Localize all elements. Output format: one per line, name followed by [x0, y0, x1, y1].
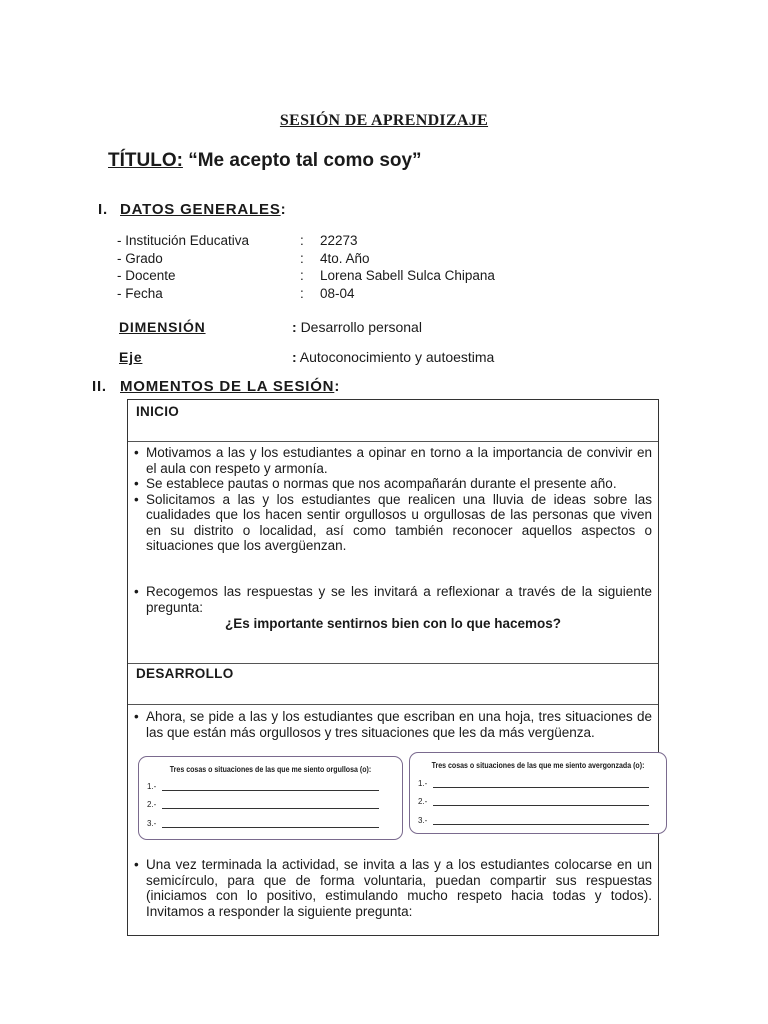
list-item: • Motivamos a las y los estudiantes a opinar en torno a la importancia de convivir en el aula con respeto y armonía.: [134, 445, 652, 476]
box-answer-line: 3.-: [147, 818, 379, 828]
inicio-bullet-list: [134, 445, 652, 554]
title-label: TÍTULO:: [108, 150, 183, 171]
reflection-question: ¿Es importante sentirnos bien con lo que hacemos?: [224, 616, 562, 631]
box-title: Tres cosas o situaciones de las que me siento orgullosa (o):: [169, 765, 372, 774]
section-number: I.: [98, 201, 108, 218]
session-moments-table: [127, 399, 659, 936]
divider: [128, 704, 658, 705]
box-answer-line: 2.-: [147, 799, 379, 809]
title-value: “Me acepto tal como soy”: [188, 150, 422, 171]
divider: [128, 441, 658, 442]
proud-things-box: [138, 756, 403, 840]
inicio-bullet-list-2: [134, 584, 652, 615]
section-label: MOMENTOS DE LA SESIÓN: [120, 378, 335, 395]
list-item: • Una vez terminada la actividad, se invita a las y a los estudiantes colocarse en un semicírculo, para que de forma voluntaria, puedan compartir sus respuestas (iniciamos con lo positivo, estimulando mucho respeto hacia todas y todos). Invitamos a responder la siguiente pregunta:: [134, 857, 652, 919]
box-title: Tres cosas o situaciones de las que me siento avergonzada (o):: [431, 761, 645, 770]
desarrollo-bullet-list: [134, 709, 652, 740]
box-answer-line: 3.-: [418, 815, 649, 825]
session-title: SESIÓN DE APRENDIZAJE: [279, 112, 489, 129]
dimension-row: DIMENSIÓN : Desarrollo personal: [119, 319, 422, 335]
divider: [128, 663, 658, 664]
desarrollo-heading: DESARROLLO: [136, 666, 234, 681]
info-row-teacher: - Docente : Lorena Sabell Sulca Chipana: [117, 268, 495, 283]
axis-row: Eje : Autoconocimiento y autoestima: [119, 349, 495, 365]
section-number: II.: [92, 378, 107, 395]
list-item: • Solicitamos a las y los estudiantes que realicen una lluvia de ideas sobre las cualidades que los hacen sentir orgullosos u orgullosas de las personas que viven en su distrito o localidad, así como también reconocer aquellos aspectos o situaciones que los avergüenzan.: [134, 492, 652, 554]
document-title: [108, 150, 422, 172]
section-general-data-heading: I. DATOS GENERALES:: [98, 201, 287, 218]
list-item: • Recogemos las respuestas y se les invitará a reflexionar a través de la siguiente pregunta:: [134, 584, 652, 615]
box-answer-line: 2.-: [418, 796, 649, 806]
list-item: • Se establece pautas o normas que nos acompañarán durante el presente año.: [134, 476, 652, 492]
desarrollo-bullet-list-2: [134, 857, 652, 919]
info-row-date: - Fecha : 08-04: [117, 286, 355, 301]
ashamed-things-box: [409, 752, 667, 834]
section-label: DATOS GENERALES: [120, 201, 281, 218]
box-answer-line: 1.-: [147, 781, 379, 791]
box-answer-line: 1.-: [418, 778, 649, 788]
list-item: • Ahora, se pide a las y los estudiantes que escriban en una hoja, tres situaciones de las que están más orgullosos y tres situaciones que les da más vergüenza.: [134, 709, 652, 740]
info-row-institution: - Institución Educativa : 22273: [117, 233, 358, 248]
inicio-heading: INICIO: [136, 404, 180, 419]
info-row-grade: - Grado : 4to. Año: [117, 251, 370, 266]
section-moments-heading: II. MOMENTOS DE LA SESIÓN:: [92, 378, 341, 395]
